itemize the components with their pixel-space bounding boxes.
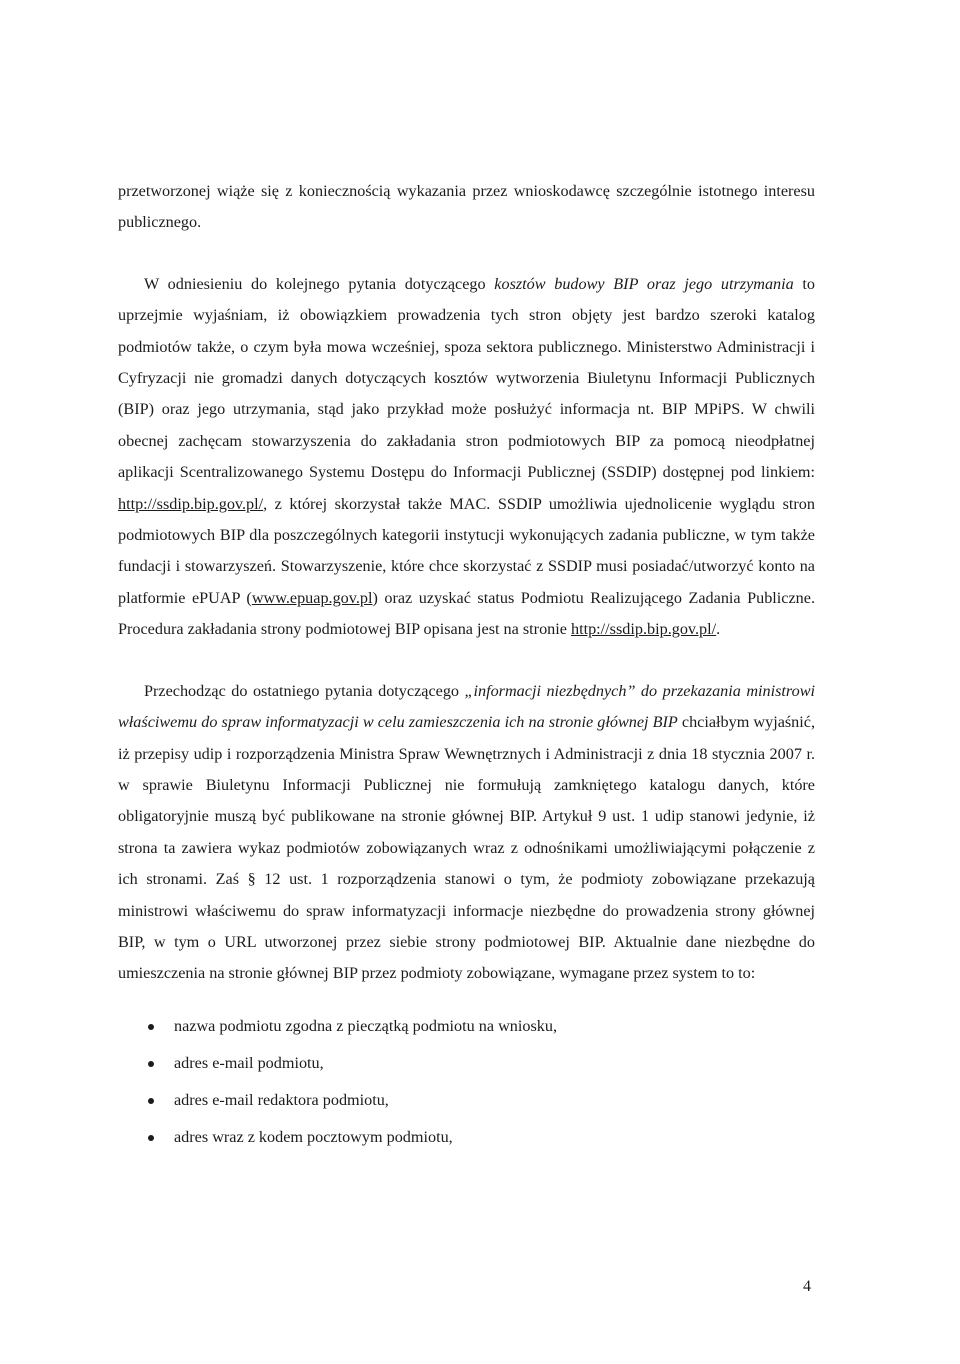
list-item-text: adres wraz z kodem pocztowym podmiotu, — [174, 1127, 453, 1146]
hyperlink[interactable]: http://ssdip.bip.gov.pl/ — [118, 494, 264, 513]
list-item — [118, 1045, 815, 1082]
list-item-text: adres e-mail podmiotu, — [174, 1053, 324, 1072]
list-item — [118, 1008, 815, 1045]
text-run: , z której skorzystał także MAC. SSDIP umożliwia ujednolicenie wyglądu stron podmiotowych BIP dla poszczególnych kategorii instytucji wykonujących zadania publiczne, w tym także fundacji i stowarzyszeń. Stowarzyszenie, które chce skorzystać z SSDIP musi posiadać/utworzyć konto na platformie ePUAP ( — [118, 494, 815, 607]
paragraph — [118, 176, 815, 239]
bullet-list — [118, 1008, 815, 1156]
page-number: 4 — [803, 1278, 811, 1295]
bullet-dot-icon — [148, 1135, 154, 1141]
paragraph — [118, 676, 815, 990]
paragraphs — [118, 176, 815, 990]
hyperlink[interactable]: www.epuap.gov.pl — [251, 588, 373, 607]
bullet-dot-icon — [148, 1024, 154, 1030]
bullet-dot-icon — [148, 1061, 154, 1067]
document-body — [118, 176, 815, 1156]
text-run: to uprzejmie wyjaśniam, iż obowiązkiem prowadzenia tych stron objęty jest bardzo szeroki katalog podmiotów także, o czym była mowa wcześniej, spoza sektora publicznego. Ministerstwo Administracji i Cyfryzacji nie gromadzi danych dotyczących kosztów wytworzenia Biuletynu Informacji Publicznych (BIP) oraz jego utrzymania, stąd jako przykład może posłużyć informacja nt. BIP MPiPS. W chwili obecnej zachęcam stowarzyszenia do zakładania stron podmiotowych BIP za pomocą nieodpłatnej aplikacji Scentralizowanego Systemu Dostępu do Informacji Publicznej (SSDIP) dostępnej pod linkiem: — [118, 274, 815, 482]
list-item-text: nazwa podmiotu zgodna z pieczątką podmiotu na wniosku, — [174, 1016, 557, 1035]
text-run: chciałbym wyjaśnić, iż przepisy udip i rozporządzenia Ministra Spraw Wewnętrznych i Administracji z dnia 18 stycznia 2007 r. w sprawie Biuletynu Informacji Publicznej nie formułują zamkniętego katalogu danych, które obligatoryjnie muszą być publikowane na stronie głównej BIP. Artykuł 9 ust. 1 udip stanowi jedynie, iż strona ta zawiera wykaz podmiotów zobowiązanych wraz z odnośnikami umożliwiającymi połączenie z ich stronami. Zaś § 12 ust. 1 rozporządzenia stanowi o tym, że podmioty zobowiązane przekazują ministrowi właściwemu do spraw informatyzacji informacje niezbędne do prowadzenia strony głównej BIP, w tym o URL utworzonej przez siebie strony podmiotowej BIP. Aktualnie dane niezbędne do umieszczenia na stronie głównej BIP przez podmioty zobowiązane, wymagane przez system to to: — [118, 713, 815, 983]
italic-text: „informacji niezbędnych” do przekazania ministrowi właściwemu do spraw informatyzacji w celu zamieszczenia ich na stronie głównej BIP — [118, 681, 815, 732]
text-run: Przechodząc do ostatniego pytania dotyczącego — [144, 681, 465, 700]
paragraph — [118, 269, 815, 646]
list-item-text: adres e-mail redaktora podmiotu, — [174, 1090, 389, 1109]
list-item — [118, 1119, 815, 1156]
text-run: W odniesieniu do kolejnego pytania dotyczącego — [144, 274, 495, 293]
text-run: przetworzonej wiąże się z koniecznością wykazania przez wnioskodawcę szczególnie istotnego interesu publicznego. — [118, 182, 815, 232]
italic-text: kosztów budowy BIP oraz jego utrzymania — [494, 274, 794, 293]
text-run: ) oraz uzyskać status Podmiotu Realizującego Zadania Publiczne. Procedura zakładania strony podmiotowej BIP opisana jest na stronie — [118, 588, 815, 639]
text-run: . — [716, 620, 721, 639]
bullet-dot-icon — [148, 1098, 154, 1104]
list-item — [118, 1082, 815, 1119]
hyperlink[interactable]: http://ssdip.bip.gov.pl/ — [571, 620, 717, 639]
